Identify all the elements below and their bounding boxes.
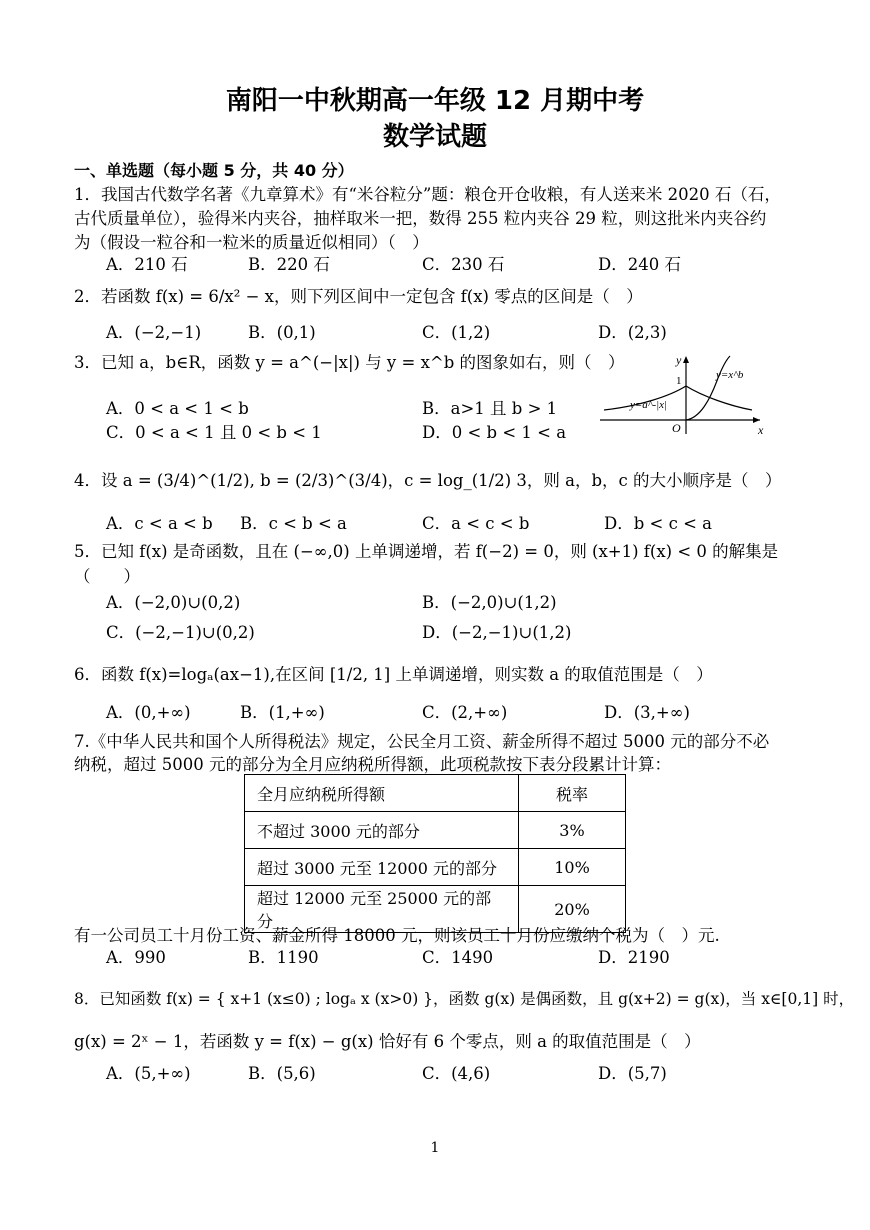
table-cell: 3% bbox=[519, 812, 626, 849]
q6-option-c: C．(2,+∞) bbox=[422, 703, 508, 722]
table-header-row bbox=[245, 775, 626, 812]
q8-option-c: C．(4,6) bbox=[422, 1064, 491, 1083]
exp-label: y=a^-|x| bbox=[630, 399, 668, 411]
q1-line-1: 1．我国古代数学名著《九章算术》有“米谷粒分”题：粮仓开仓收粮，有人送来米 2020 石（石， bbox=[74, 185, 781, 204]
table-header-income: 全月应纳税所得额 bbox=[245, 775, 519, 812]
exam-subtitle: 数学试题 bbox=[382, 122, 487, 152]
q1-option-a: A．210 石 bbox=[106, 255, 188, 274]
q1-option-d: D．240 石 bbox=[598, 255, 681, 274]
power-label: y=x^b bbox=[716, 369, 744, 381]
q7-line-1: 7.《中华人民共和国个人所得税法》规定，公民全月工资、薪金所得不超过 5000 元的部分不必 bbox=[74, 732, 770, 751]
q6-option-b: B．(1,+∞) bbox=[240, 703, 325, 722]
q5-line-1: 5．已知 f(x) 是奇函数，且在 (−∞,0) 上单调递增，若 f(−2) = 0，则 (x+1) f(x) < 0 的解集是 bbox=[74, 542, 779, 561]
q1-option-c: C．230 石 bbox=[422, 255, 505, 274]
q3-function-graph bbox=[600, 352, 770, 436]
q5-option-d: D．(−2,−1)∪(1,2) bbox=[422, 623, 572, 642]
q5-option-c: C．(−2,−1)∪(0,2) bbox=[106, 623, 255, 642]
table-cell: 不超过 3000 元的部分 bbox=[245, 812, 519, 849]
section-heading: 一、单选题（每小题 5 分，共 40 分） bbox=[74, 161, 354, 180]
power-curve bbox=[686, 356, 730, 420]
q5-line-2: （ ） bbox=[74, 567, 140, 586]
q3-stem: 3．已知 a，b∈R，函数 y = a^(−|x|) 与 y = x^b 的图象如右，则（ ） bbox=[74, 353, 625, 372]
q7-option-c: C．1490 bbox=[422, 948, 494, 967]
q4-option-d: D．b < c < a bbox=[604, 514, 712, 533]
q6-option-a: A．(0,+∞) bbox=[106, 703, 191, 722]
q8-option-b: B．(5,6) bbox=[248, 1064, 316, 1083]
tax-rate-table bbox=[244, 774, 626, 933]
q4-option-b: B．c < b < a bbox=[240, 514, 347, 533]
q6-option-d: D．(3,+∞) bbox=[604, 703, 690, 722]
q4-option-a: A．c < a < b bbox=[106, 514, 213, 533]
q7-line-2: 纳税，超过 5000 元的部分为全月应纳税所得额，此项税款按下表分段累计计算： bbox=[74, 755, 671, 774]
q3-option-c: C．0 < a < 1 且 0 < b < 1 bbox=[106, 423, 322, 442]
table-row bbox=[245, 812, 626, 849]
exam-title: 南阳一中秋期高一年级 12 月期中考 bbox=[225, 86, 645, 116]
q1-line-2: 古代质量单位），验得米内夹谷，抽样取米一把，数得 255 粒内夹谷 29 粒，则这批米内夹谷约 bbox=[74, 209, 767, 228]
table-cell: 超过 3000 元至 12000 元的部分 bbox=[245, 849, 519, 886]
q8-option-d: D．(5,7) bbox=[598, 1064, 667, 1083]
q2-option-a: A．(−2,−1) bbox=[106, 323, 202, 342]
table-cell: 20% bbox=[519, 886, 626, 933]
q2-option-c: C．(1,2) bbox=[422, 323, 491, 342]
q3-option-b: B．a>1 且 b > 1 bbox=[422, 399, 558, 418]
q1-line-3: 为（假设一粒谷和一粒米的质量近似相同）（ ） bbox=[74, 233, 429, 252]
x-axis-label: x bbox=[758, 423, 764, 436]
q4-option-c: C．a < c < b bbox=[422, 514, 530, 533]
q8-option-a: A．(5,+∞) bbox=[106, 1064, 191, 1083]
q8-line-1: 8．已知函数 f(x) = { x+1 (x≤0) ; logₐ x (x>0) }，函数 g(x) 是偶函数，且 g(x+2) = g(x)，当 x∈[0,1] 时， bbox=[74, 990, 855, 1008]
y-axis-label: y bbox=[676, 353, 682, 367]
q1-option-b: B．220 石 bbox=[248, 255, 330, 274]
table-row bbox=[245, 849, 626, 886]
q7-after-text: 有一公司员工十月份工资、薪金所得 18000 元，则该员工十月份应缴纳个税为（ ）元. bbox=[74, 926, 720, 945]
page-number: 1 bbox=[430, 1140, 440, 1156]
q3-option-d: D．0 < b < 1 < a bbox=[422, 423, 567, 442]
q5-option-a: A．(−2,0)∪(0,2) bbox=[106, 593, 241, 612]
q6-stem: 6．函数 f(x)=logₐ(ax−1),在区间 [1/2, 1] 上单调递增，则实数 a 的取值范围是（ ） bbox=[74, 665, 713, 684]
table-header-rate: 税率 bbox=[519, 775, 626, 812]
q2-stem: 2．若函数 f(x) = 6/x² − x，则下列区间中一定包含 f(x) 零点的区间是（ ） bbox=[74, 287, 643, 306]
table-cell: 超过 12000 元至 25000 元的部分 bbox=[245, 886, 519, 933]
y-axis-arrow bbox=[683, 356, 689, 363]
table-cell: 10% bbox=[519, 849, 626, 886]
q4-stem: 4．设 a = (3/4)^(1/2), b = (2/3)^(3/4)，c = log_(1/2) 3，则 a，b，c 的大小顺序是（ ） bbox=[74, 471, 782, 490]
q7-option-a: A．990 bbox=[106, 948, 166, 967]
exp-curve bbox=[604, 386, 752, 410]
q7-option-b: B．1190 bbox=[248, 948, 319, 967]
q2-option-b: B．(0,1) bbox=[248, 323, 316, 342]
q8-line-2: g(x) = 2ˣ − 1，若函数 y = f(x) − g(x) 恰好有 6 个零点，则 a 的取值范围是（ ） bbox=[74, 1032, 701, 1051]
q2-option-d: D．(2,3) bbox=[598, 323, 667, 342]
q5-option-b: B．(−2,0)∪(1,2) bbox=[422, 593, 557, 612]
origin-label: O bbox=[672, 421, 681, 435]
tick-one-label: 1 bbox=[676, 375, 682, 387]
q7-option-d: D．2190 bbox=[598, 948, 670, 967]
q3-option-a: A．0 < a < 1 < b bbox=[106, 399, 249, 418]
